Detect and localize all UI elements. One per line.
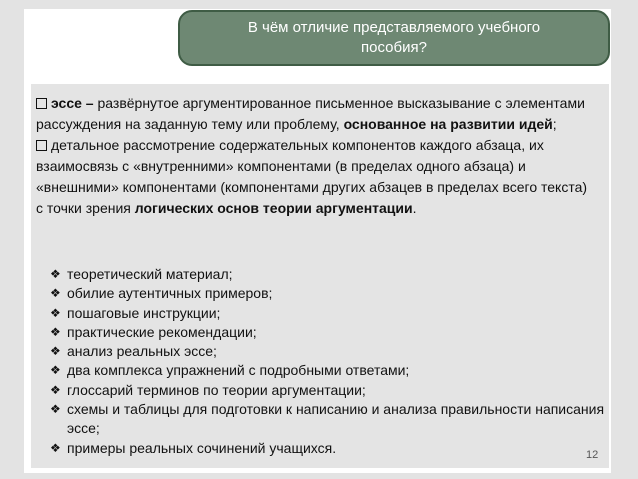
list-item [50,284,620,303]
checkbox-bullet-icon [36,140,47,151]
list-item [50,400,620,439]
definition-paragraph [36,93,596,135]
list-item [50,361,620,380]
diamond-bullet-icon: ❖ [50,267,61,281]
list-item [50,342,620,361]
diamond-bullet-icon: ❖ [50,344,61,359]
diamond-bullet-icon: ❖ [50,305,61,320]
list-item [50,304,620,323]
diamond-bullet-icon: ❖ [50,382,61,397]
feature-list [50,265,620,458]
diamond-bullet-icon: ❖ [50,363,61,378]
list-item-text: анализ реальных эссе; [67,343,217,360]
intro-text [36,93,596,219]
page-number: 12 [586,449,599,461]
definition-end: ; [552,116,557,132]
diamond-bullet-icon: ❖ [50,324,61,339]
diamond-bullet-icon: ❖ [50,286,61,301]
detail-paragraph [36,135,596,219]
list-item-text: обилие аутентичных примеров; [67,285,273,302]
list-item-text: примеры реальных сочинений учащихся. [67,439,337,456]
list-item-text: практические рекомендации; [67,323,257,340]
list-item-text: пошаговые инструкции; [67,304,221,321]
list-item-text: два комплекса упражнений с подробными ответами; [67,362,410,379]
list-item-text: схемы и таблицы для подготовки к написанию и анализа правильности написания эссе; [67,401,605,437]
list-item [50,439,620,458]
list-item-text: теоретический материал; [67,266,233,282]
list-item [50,323,620,342]
diamond-bullet-icon: ❖ [50,440,61,455]
title-line-1: В чём отличие представляемого учебного [247,19,541,36]
definition-emphasis: основанное на развитии идей [343,116,553,132]
diamond-bullet-icon: ❖ [50,402,61,417]
term-essay: эссе – [51,95,94,111]
detail-emphasis: логических основ теории аргументации [134,200,413,216]
detail-text: детальное рассмотрение содержательных компонентов каждого абзаца, их взаимосвязь с «внутренними» компонентами (в пределах одного абзаца) и «внешними» компонентами (компонентами других абзацев в пределах всего текста) с точки зрения [36,137,588,216]
checkbox-bullet-icon [36,98,47,109]
definition-text: развёрнутое аргументированное письменное высказывание с элементами рассуждения на заданную тему или проблему, [36,95,585,132]
title-line-2: пособия? [361,39,427,56]
list-item-text: глоссарий терминов по теории аргументации; [67,381,366,398]
list-item [50,381,620,400]
slide-title [178,10,610,66]
detail-end: . [412,200,417,216]
list-item [50,265,620,284]
